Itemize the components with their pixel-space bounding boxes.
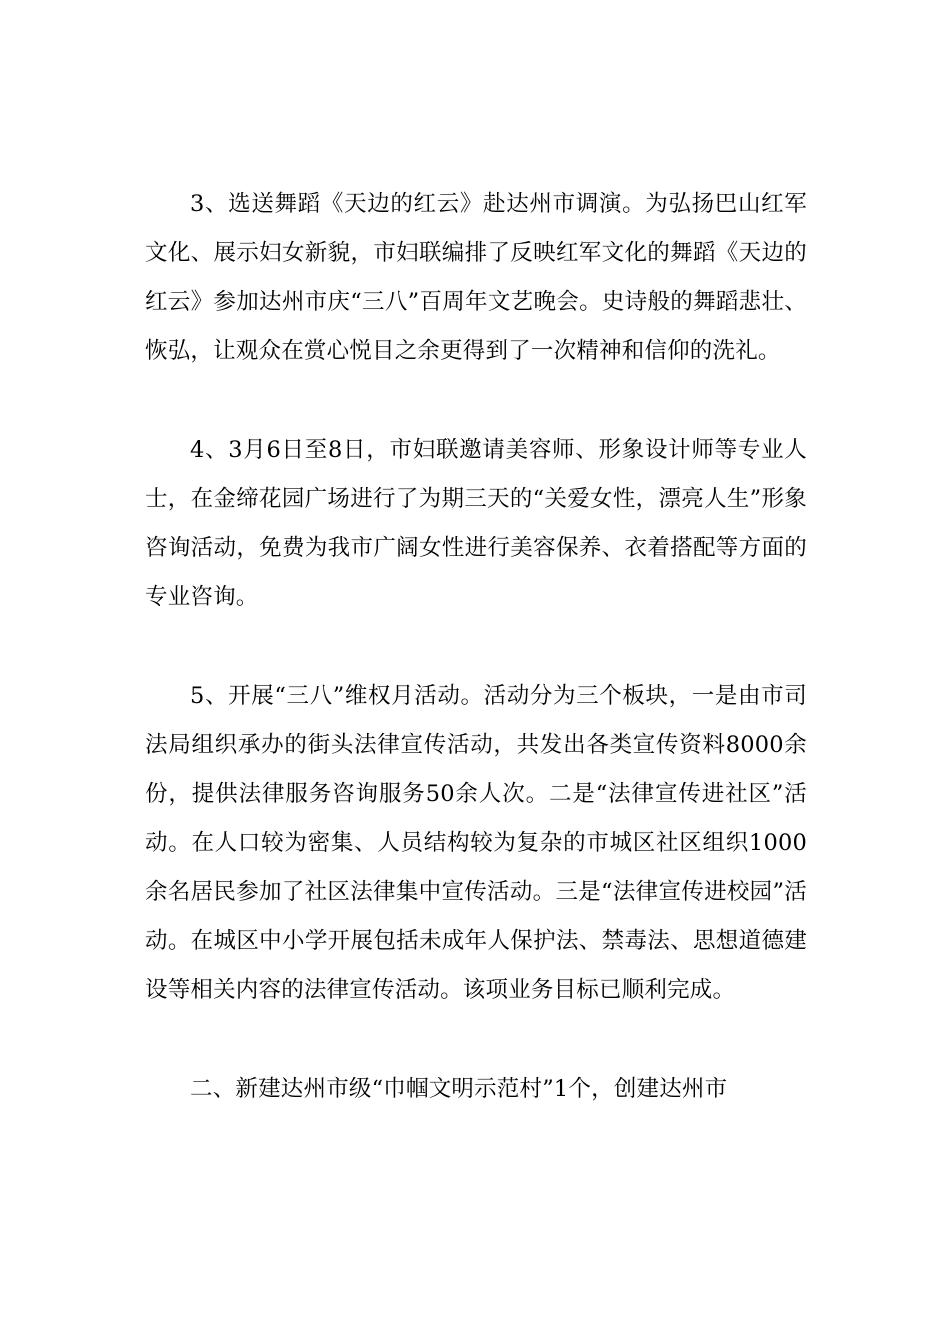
paragraph-spacer — [145, 622, 807, 672]
paragraph-model-village: 二、新建达州市级“巾帼文明示范村”1个，创建达州市 — [190, 1076, 728, 1102]
paragraph-image-consulting: 4、3月6日至8日，市妇联邀请美容师、形象设计师等专业人士，在金缔花园广场进行了为期三天的“关爱女性，漂亮人生”形象咨询活动，免费为我市广阔女性进行美容保养、衣着搭配等方面的专业咨询。 — [145, 437, 807, 610]
paragraph-rights-month: 5、开展“三八”维权月活动。活动分为三个板块，一是由市司法局组织承办的街头法律宣传活动，共发出各类宣传资料8000余份，提供法律服务咨询服务50余人次。二是“法律宣传进社区”活动。在人口较为密集、人员结构较为复杂的市城区社区组织1000余名居民参加了社区法律集中宣传活动。三是“法律宣传进校园”活动。在城区中小学开展包括未成年人保护法、禁毒法、思想道德建设等相关内容的法律宣传活动。该项业务目标已顺利完成。 — [145, 683, 807, 1003]
paragraph-spacer — [145, 1015, 807, 1065]
document-body — [145, 180, 807, 1114]
paragraph-dance-performance: 3、选送舞蹈《天边的红云》赴达州市调演。为弘扬巴山红军文化、展示妇女新貌，市妇联编排了反映红军文化的舞蹈《天边的红云》参加达州市庆“三八”百周年文艺晚会。史诗般的舞蹈悲壮、恢弘，让观众在赏心悦目之余更得到了一次精神和信仰的洗礼。 — [145, 191, 807, 364]
paragraph-spacer — [145, 376, 807, 426]
